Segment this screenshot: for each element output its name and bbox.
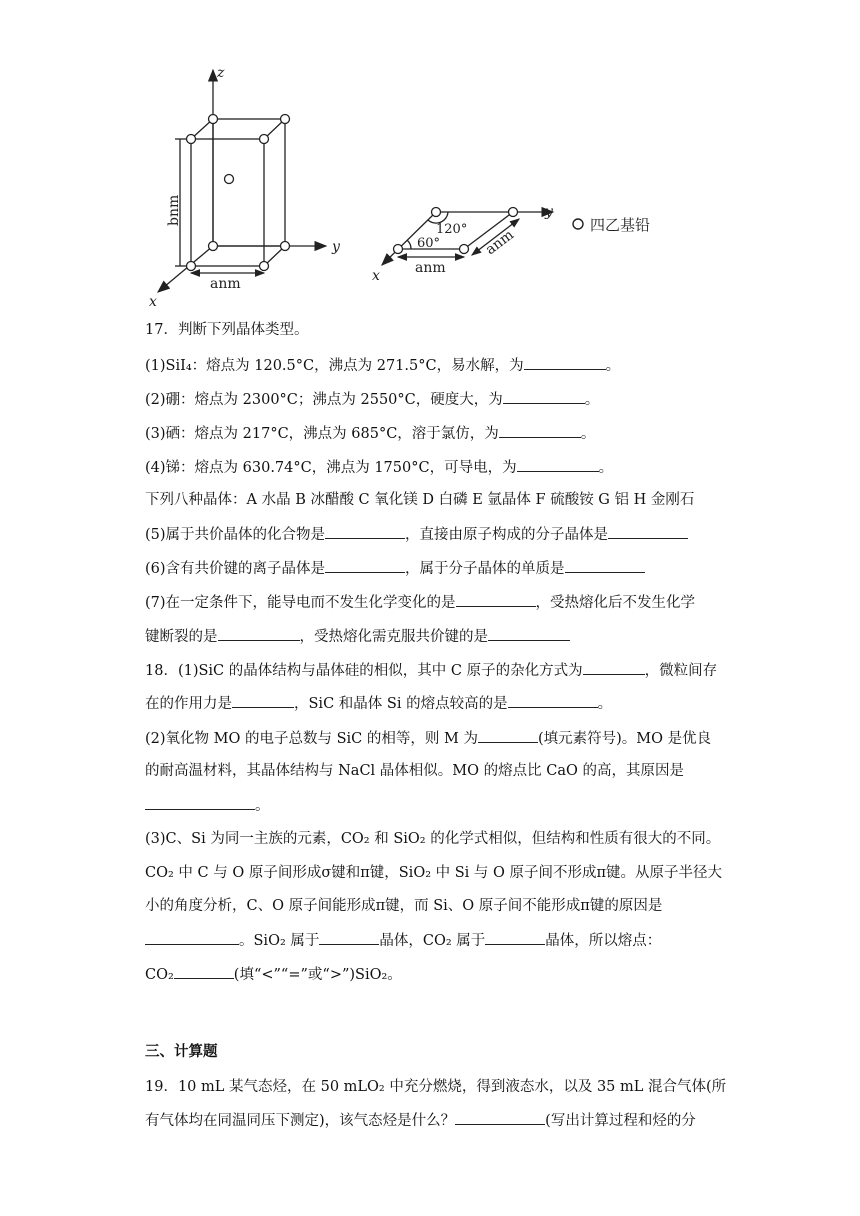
q17-part6 xyxy=(145,558,645,579)
q18-line10 xyxy=(145,964,402,985)
b-dimension-label: bnm xyxy=(166,194,182,226)
q17-part4 xyxy=(145,457,613,478)
legend-atom-icon xyxy=(573,219,583,229)
q19-answer-blank[interactable] xyxy=(455,1110,545,1125)
q17-part1-period: 。 xyxy=(605,358,621,374)
crystal-structure-figure xyxy=(0,0,860,312)
q17-part7-line1 xyxy=(145,592,695,613)
y-axis-label: y xyxy=(332,239,340,255)
q18-line2 xyxy=(145,693,612,714)
q18-line3-text-b: (填元素符号)。MO 是优良 xyxy=(537,731,712,747)
left-atoms xyxy=(187,115,290,271)
q18-line3-text-a: (2)氧化物 MO 的电子总数与 SiC 的相等，则 M 为 xyxy=(145,731,478,747)
q17-part5-blank-2[interactable] xyxy=(608,524,688,539)
left-unit-cell xyxy=(158,70,326,292)
q17-part6-blank-1[interactable] xyxy=(325,558,405,573)
q18-line5-period: 。 xyxy=(255,798,270,814)
q18-force-blank[interactable] xyxy=(232,693,294,708)
angle-60-label: 60° xyxy=(417,236,441,251)
q17-part4-blank[interactable] xyxy=(517,457,599,472)
q17-part4-text: (4)锑：熔点为 630.74°C，沸点为 1750°C，可导电，为 xyxy=(145,460,517,476)
q18-line3 xyxy=(145,728,711,749)
q18-element-blank[interactable] xyxy=(478,728,538,743)
q19-line2 xyxy=(145,1110,696,1131)
q17-part5-text-a: (5)属于共价晶体的化合物是 xyxy=(145,527,326,543)
q17-part7-blank-2[interactable] xyxy=(218,626,300,641)
right-a-dimension-label-slant: anm xyxy=(482,226,517,259)
q17-part7-text-a: (7)在一定条件下，能导电而不发生化学变化的是 xyxy=(145,595,456,611)
q18-line10-text-b: (填“<”“=”或“>”)SiO₂。 xyxy=(233,967,402,983)
q18-reason-blank[interactable] xyxy=(145,795,255,810)
q18-compare-blank[interactable] xyxy=(174,964,234,979)
q18-pi-reason-blank[interactable] xyxy=(145,930,239,945)
q18-line9 xyxy=(145,930,661,951)
q18-line2-text-a: 在的作用力是 xyxy=(145,696,232,712)
q18-line10-text-a: CO₂ xyxy=(145,967,174,983)
right-x-axis-label: x xyxy=(372,268,380,284)
q17-part3-period: 。 xyxy=(580,426,596,442)
q17-part3-blank[interactable] xyxy=(499,423,581,438)
q17-part1 xyxy=(145,355,620,376)
q17-part6-text-b: ，属于分子晶体的单质是 xyxy=(405,561,565,577)
q18-line8: 小的角度分析，C、O 原子间能形成π键，而 Si、O 原子间不能形成π键的原因是 xyxy=(145,898,663,914)
q17-part2-text: (2)硼：熔点为 2300°C；沸点为 2550°C，硬度大，为 xyxy=(145,392,503,408)
q17-part1-text: (1)SiI₄：熔点为 120.5°C，沸点为 271.5°C，易水解，为 xyxy=(145,358,524,374)
q17-part3 xyxy=(145,423,595,444)
q18-line9-text-a: 。SiO₂ 属于 xyxy=(239,933,320,949)
q17-part3-text: (3)硒：熔点为 217°C，沸点为 685°C，溶于氯仿，为 xyxy=(145,426,499,442)
q17-part7-text-c: 键断裂的是 xyxy=(145,629,218,645)
q17-part4-period: 。 xyxy=(598,460,614,476)
q17-part5 xyxy=(145,524,688,545)
q19-line2-text-b: (写出计算过程和烃的分 xyxy=(545,1113,696,1129)
q18-line2-text-c: 。 xyxy=(597,696,613,712)
q17-crystal-list: 下列八种晶体：A 水晶 B 冰醋酸 C 氧化镁 D 白磷 E 氩晶体 F 硫酸铵 G 铝 H 金刚石 xyxy=(145,492,695,508)
q18-line5 xyxy=(145,795,270,816)
q17-title: 17．判断下列晶体类型。 xyxy=(145,322,309,338)
q18-co2-type-blank[interactable] xyxy=(485,930,545,945)
q18-line9-text-c: 晶体，所以熔点： xyxy=(545,933,662,949)
q18-line9-text-b: 晶体，CO₂ 属于 xyxy=(379,933,486,949)
q18-line4: 的耐高温材料，其晶体结构与 NaCl 晶体相似。MO 的熔点比 CaO 的高，其原因是 xyxy=(145,763,684,779)
q18-line1-text-b: ，微粒间存 xyxy=(644,663,718,679)
q18-line2-text-b: ，SiC 和晶体 Si 的熔点较高的是 xyxy=(294,696,508,712)
q17-part7-line2 xyxy=(145,626,570,647)
q17-part6-text-a: (6)含有共价键的离子晶体是 xyxy=(145,561,326,577)
z-axis-label: z xyxy=(217,65,225,81)
q17-part7-blank-1[interactable] xyxy=(456,592,536,607)
q19-line2-text-a: 有气体均在同温同压下测定)，该气态烃是什么？ xyxy=(145,1113,456,1129)
q18-line6: (3)C、Si 为同一主族的元素，CO₂ 和 SiO₂ 的化学式相似，但结构和性质有很大的不同。 xyxy=(145,831,721,847)
a-dimension-label: anm xyxy=(210,276,241,292)
q17-part2 xyxy=(145,389,599,410)
angle-120-label: 120° xyxy=(436,222,468,237)
right-unit-cell xyxy=(382,212,553,265)
q18-hybridization-blank[interactable] xyxy=(583,660,645,675)
q19-line1: 19．10 mL 某气态烃，在 50 mLO₂ 中充分燃烧，得到液态水，以及 35 mL 混合气体(所 xyxy=(145,1079,727,1095)
q18-line7: CO₂ 中 C 与 O 原子间形成σ键和π键，SiO₂ 中 Si 与 O 原子间不形成π键。从原子半径大 xyxy=(145,865,723,881)
q17-part6-blank-2[interactable] xyxy=(565,558,645,573)
q17-part2-period: 。 xyxy=(584,392,600,408)
q18-line1-text-a: 18．(1)SiC 的晶体结构与晶体硅的相似，其中 C 原子的杂化方式为 xyxy=(145,663,583,679)
q17-part5-blank-1[interactable] xyxy=(325,524,405,539)
q18-sio2-type-blank[interactable] xyxy=(319,930,379,945)
right-a-dimension-label-bottom: anm xyxy=(415,260,446,276)
q18-melting-blank[interactable] xyxy=(508,693,598,708)
q17-part1-blank[interactable] xyxy=(524,355,606,370)
right-y-axis-label: y xyxy=(545,204,553,220)
q17-part7-text-b: ，受热熔化后不发生化学 xyxy=(535,595,696,611)
section-3-heading: 三、计算题 xyxy=(145,1044,218,1060)
q17-part5-text-b: ，直接由原子构成的分子晶体是 xyxy=(405,527,609,543)
q17-part7-text-d: ，受热熔化需克服共价键的是 xyxy=(299,629,488,645)
q18-line1 xyxy=(145,660,717,681)
x-axis-label: x xyxy=(149,294,157,310)
legend-label: 四乙基铅 xyxy=(590,216,651,234)
q17-part2-blank[interactable] xyxy=(503,389,585,404)
q17-part7-blank-3[interactable] xyxy=(488,626,570,641)
